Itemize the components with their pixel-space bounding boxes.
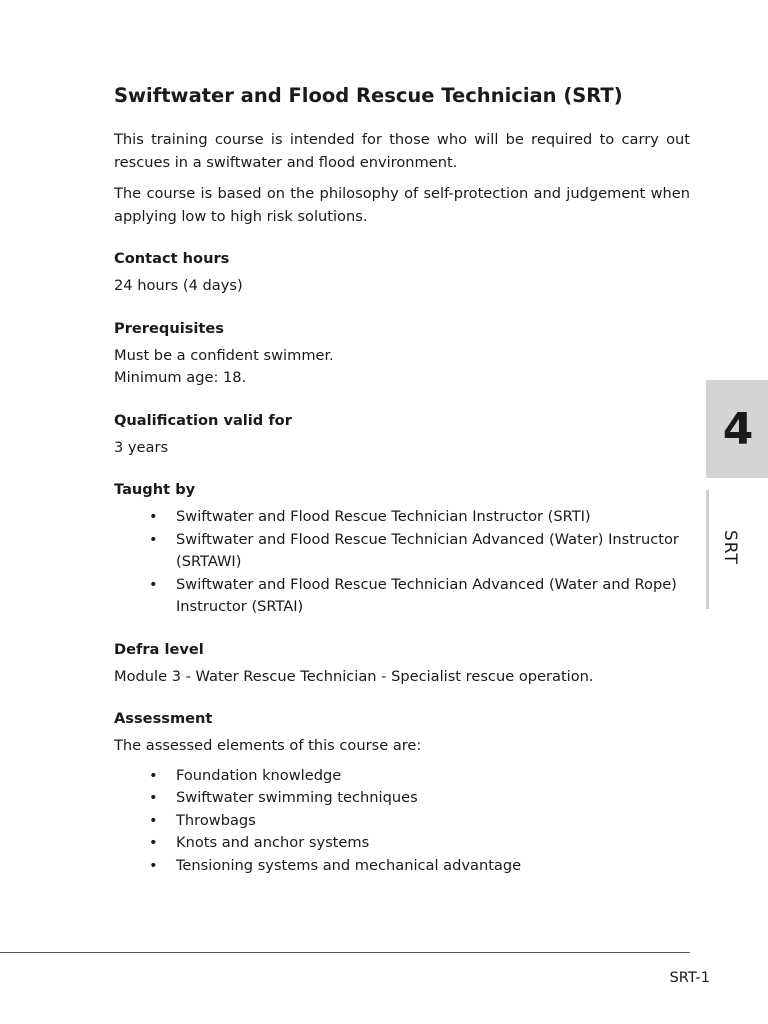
bullet-icon: • bbox=[149, 834, 158, 851]
qualification-value: 3 years bbox=[114, 438, 169, 456]
assessment-list bbox=[114, 765, 690, 878]
page-title: Swiftwater and Flood Rescue Technician (SRT) bbox=[114, 84, 623, 107]
list-item bbox=[114, 765, 690, 788]
list-item bbox=[114, 574, 690, 619]
list-item bbox=[114, 832, 690, 855]
bullet-icon: • bbox=[149, 508, 158, 525]
defra-value: Module 3 - Water Rescue Technician - Specialist rescue operation. bbox=[114, 667, 594, 685]
taught-by-list bbox=[114, 506, 690, 619]
list-item bbox=[114, 855, 690, 878]
prerequisites-heading: Prerequisites bbox=[114, 319, 224, 337]
prerequisite-line: Must be a confident swimmer. bbox=[114, 346, 334, 364]
chapter-number: 4 bbox=[722, 403, 754, 455]
taught-by-heading: Taught by bbox=[114, 481, 196, 498]
list-item bbox=[114, 787, 690, 810]
intro-paragraph-2: The course is based on the philosophy of self-protection and judgement when applying low to high risk solutions. bbox=[114, 185, 690, 225]
bullet-icon: • bbox=[149, 856, 158, 874]
list-item bbox=[114, 529, 690, 574]
bullet-icon: • bbox=[149, 789, 158, 806]
list-item bbox=[114, 506, 690, 529]
list-item-text: Foundation knowledge bbox=[176, 766, 342, 784]
chapter-label: SRT bbox=[720, 530, 740, 565]
qualification-heading: Qualification valid for bbox=[114, 411, 292, 429]
document-body bbox=[114, 82, 690, 877]
assessment-intro: The assessed elements of this course are: bbox=[114, 737, 422, 754]
list-item-text: Swiftwater and Flood Rescue Technician Advanced (Water) Instructor (SRTAWI) bbox=[176, 530, 679, 570]
list-item-text: Tensioning systems and mechanical advantage bbox=[176, 856, 522, 874]
assessment-heading: Assessment bbox=[114, 710, 213, 727]
list-item-text: Swiftwater and Flood Rescue Technician Advanced (Water and Rope) Instructor (SRTAI) bbox=[176, 575, 677, 615]
list-item bbox=[114, 810, 690, 833]
list-item-text: Swiftwater and Flood Rescue Technician Instructor (SRTI) bbox=[176, 508, 591, 525]
list-item-text: Swiftwater swimming techniques bbox=[176, 789, 418, 806]
bullet-icon: • bbox=[149, 811, 158, 829]
contact-hours-value: 24 hours (4 days) bbox=[114, 277, 243, 294]
defra-heading: Defra level bbox=[114, 640, 204, 658]
chapter-tab bbox=[706, 380, 768, 478]
chapter-tab-divider bbox=[706, 490, 709, 609]
bullet-icon: • bbox=[149, 575, 158, 593]
bullet-icon: • bbox=[149, 530, 158, 548]
contact-hours-heading: Contact hours bbox=[114, 250, 230, 267]
footer-rule bbox=[0, 952, 690, 953]
prerequisite-line: Minimum age: 18. bbox=[114, 369, 247, 386]
page-number: SRT-1 bbox=[669, 969, 710, 986]
bullet-icon: • bbox=[149, 766, 158, 784]
list-item-text: Throwbags bbox=[176, 811, 256, 829]
list-item-text: Knots and anchor systems bbox=[176, 834, 370, 851]
intro-paragraph-1: This training course is intended for those who will be required to carry out rescues in a swiftwater and flood environment. bbox=[114, 131, 690, 171]
